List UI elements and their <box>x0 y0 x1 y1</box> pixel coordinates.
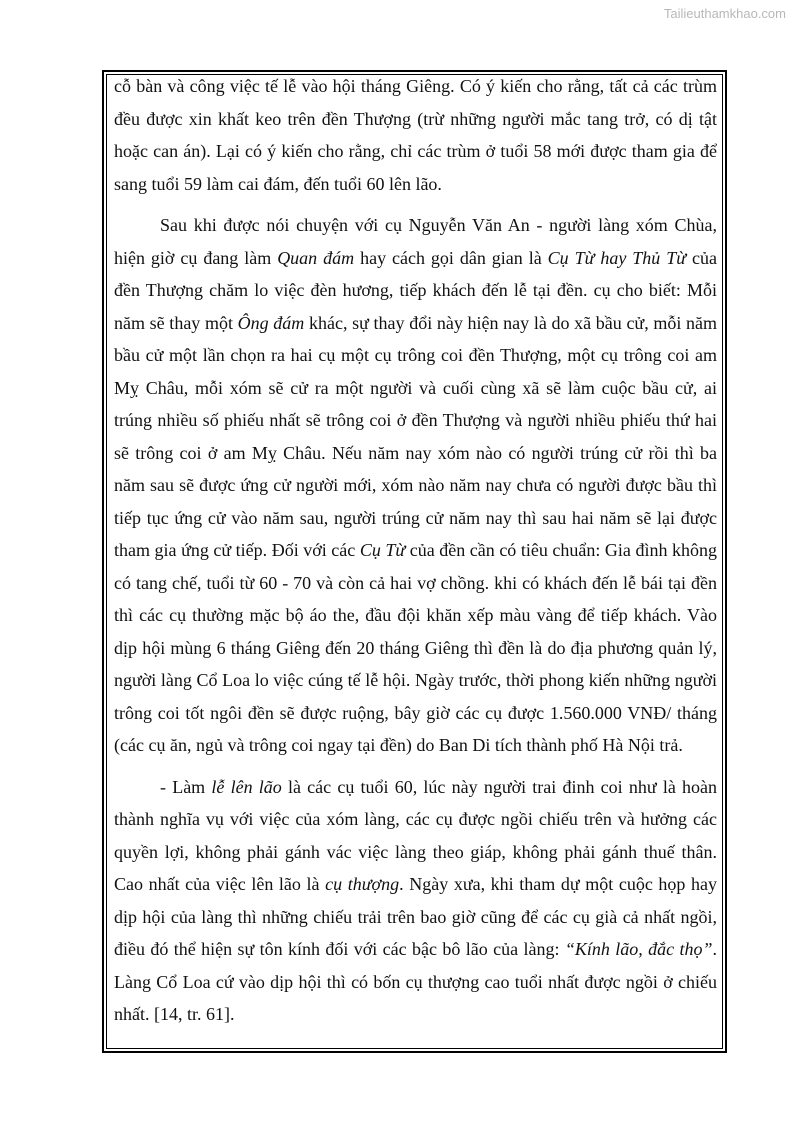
text-run: khác, sự thay đổi này hiện nay là do xã bầu cử, mỗi năm bầu cử một lần chọn ra hai cụ một cụ trông coi đền Thượng, một cụ trông coi am Mỵ Châu, mỗi xóm sẽ cử ra một người và cuối cùng xã sẽ làm cuộc bầu cử, ai trúng nhiều số phiếu nhất sẽ trông coi ở đền Thượng và người nhiều phiếu thứ hai sẽ trông coi ở am Mỵ Châu. Nếu năm nay xóm nào có người trúng cử rồi thì ba năm sau sẽ được ứng cử người mới, xóm nào năm nay chưa có người được bầu thì tiếp tục ứng cử vào năm sau, người trúng cử năm nay thì sau hai năm sẽ lại được tham gia ứng cử tiếp. Đối với các <box>114 312 718 560</box>
text-run: . Làng Cổ Loa cứ vào dịp hội thì có bốn cụ thượng cao tuổi nhất được ngồi ở chiếu nhất. [14, tr. 61]. <box>114 939 717 1024</box>
paragraph-3 <box>114 771 717 1031</box>
text-run: Sau khi được nói chuyện với cụ Nguyễn Văn An - người làng xóm Chùa, hiện giờ cụ đang làm <box>114 215 717 268</box>
text-run: của đền cần có tiêu chuẩn: Gia đình không có tang chế, tuổi từ 60 - 70 và còn cả hai vợ chồng. khi có khách đến lễ bái tại đền thì các cụ thường mặc bộ áo the, đầu đội khăn xếp màu vàng để tiếp khách. Vào dịp hội mùng 6 tháng Giêng đến 20 tháng Giêng thì đền là do địa phương quản lý, người làng Cổ Loa lo việc cúng tế lễ hội. Ngày trước, thời phong kiến những người trông coi tốt ngôi đền sẽ được ruộng, bây giờ các cụ được 1.560.000 VNĐ/ tháng (các cụ ăn, ngủ và trông coi ngay tại đền) do Ban Di tích thành phố Hà Nội trả. <box>114 540 717 755</box>
text-run: hay cách gọi dân gian là <box>354 247 548 268</box>
text-run: của đền Thượng chăm lo việc đèn hương, tiếp khách đến lễ tại đền. cụ cho biết: Mỗi năm sẽ thay một <box>114 247 718 333</box>
italic-term: cụ thượng <box>325 874 400 894</box>
watermark: Tailieuthamkhao.com <box>663 6 786 21</box>
paragraph-2 <box>114 209 717 762</box>
text-run: là các cụ tuổi 60, lúc này người trai đinh coi như là hoàn thành nghĩa vụ với việc của xóm làng, các cụ được ngồi chiếu trên và hưởng các quyền lợi, không phải gánh vác việc làng theo giáp, không phải gánh thuế thân. Cao nhất của việc lên lão là <box>114 776 718 894</box>
italic-term: lễ lên lão <box>211 776 282 797</box>
italic-term: Cụ Từ hay Thủ Từ <box>547 247 687 268</box>
italic-quote: “Kính lão, đắc thọ” <box>564 939 713 959</box>
paragraph-1: cỗ bàn và công việc tế lễ vào hội tháng Giêng. Có ý kiến cho rằng, tất cả các trùm đều được xin khất keo trên đền Thượng (trừ những người mắc tang trở, có dị tật hoặc can án). Lại có ý kiến cho rằng, chỉ các trùm ở tuổi 58 mới được tham gia để sang tuổi 59 làm cai đám, đến tuổi 60 lên lão. <box>114 76 717 194</box>
italic-term: Quan đám <box>277 247 355 268</box>
italic-term: Cụ Từ <box>359 540 406 560</box>
text-run: - Làm <box>160 776 212 797</box>
italic-term: Ông đám <box>237 312 305 333</box>
text-run: . Ngày xưa, khi tham dự một cuộc họp hay dịp hội của làng thì những chiếu trải trên bao giờ cũng để các cụ già cả nhất ngồi, điều đó thể hiện sự tôn kính đối với các bậc bô lão của làng: <box>114 874 717 959</box>
document-body <box>114 70 717 1031</box>
